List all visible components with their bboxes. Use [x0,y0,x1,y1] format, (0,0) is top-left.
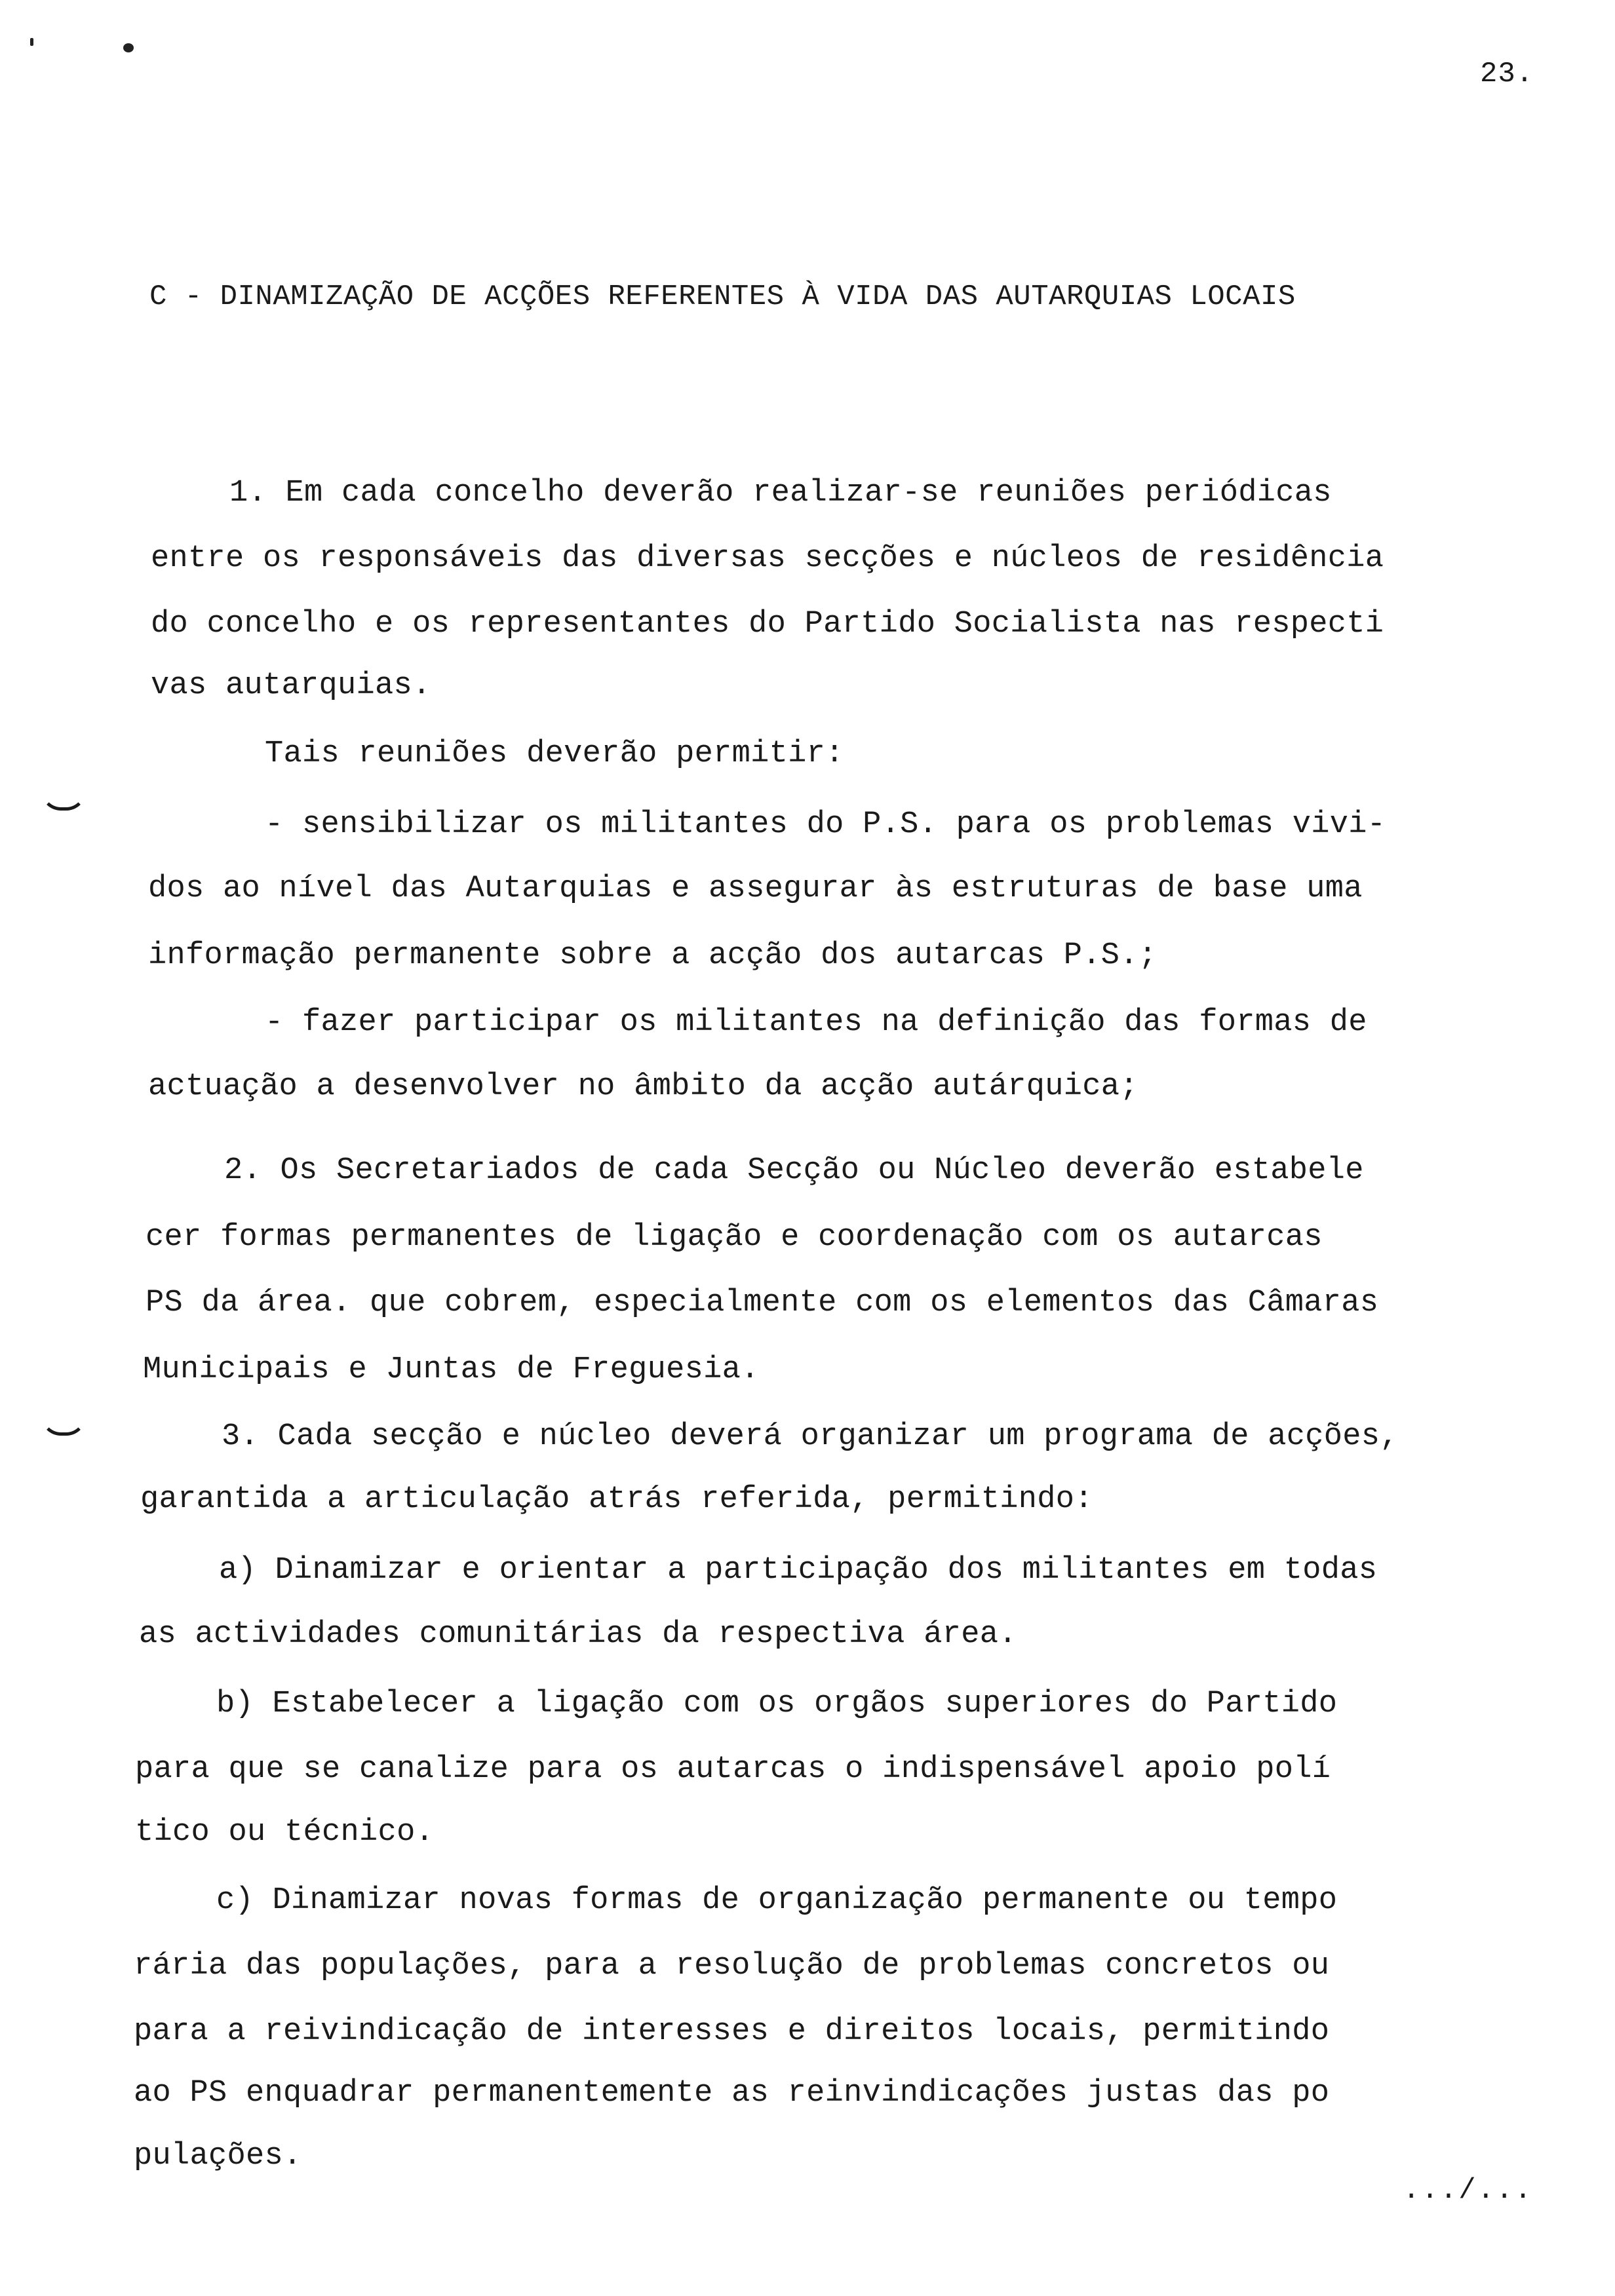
text-line: informação permanente sobre a acção dos autarcas P.S.; [148,938,1158,973]
text-line: entre os responsáveis das diversas secções e núcleos de residência [151,541,1384,576]
section-title: C - DINAMIZAÇÃO DE ACÇÕES REFERENTES À VIDA DAS AUTARQUIAS LOCAIS [149,280,1296,313]
margin-mark [41,1415,87,1436]
text-line: vas autarquias. [151,668,431,703]
text-line: 1. Em cada concelho deverão realizar-se reuniões periódicas [229,476,1332,510]
text-line: para a reivindicação de interesses e direitos locais, permitindo [134,2014,1330,2049]
margin-mark [41,790,87,811]
text-line: para que se canalize para os autarcas o indispensável apoio polí [135,1752,1331,1787]
text-line: garantida a articulação atrás referida, permitindo: [140,1482,1093,1517]
text-line: PS da área. que cobrem, especialmente com os elementos das Câmaras [146,1286,1379,1320]
page-number: 23. [1480,58,1534,90]
text-line: as actividades comunitárias da respectiva área. [139,1617,1017,1652]
text-line: - sensibilizar os militantes do P.S. para os problemas vivi- [265,807,1386,842]
text-line: rária das populações, para a resolução de problemas concretos ou [134,1949,1330,1983]
text-line: a) Dinamizar e orientar a participação dos militantes em todas [219,1553,1378,1588]
text-line: Tais reuniões deverão permitir: [265,737,844,771]
continuation-mark: .../... [1403,2174,1533,2207]
scan-speck [123,43,134,52]
text-line: 3. Cada secção e núcleo deverá organizar um programa de acções, [222,1419,1399,1454]
text-line: actuação a desenvolver no âmbito da acção autárquica; [148,1069,1138,1104]
text-line: Municipais e Juntas de Freguesia. [143,1352,760,1387]
text-line: ao PS enquadrar permanentemente as reinvindicações justas das po [134,2076,1330,2111]
text-line: 2. Os Secretariados de cada Secção ou Núcleo deverão estabele [224,1153,1364,1188]
text-line: cer formas permanentes de ligação e coordenação com os autarcas [146,1220,1323,1255]
text-line: do concelho e os representantes do Partido Socialista nas respecti [151,607,1384,641]
scan-speck [30,38,33,46]
text-line: - fazer participar os militantes na definição das formas de [265,1005,1367,1040]
text-line: tico ou técnico. [135,1815,435,1850]
text-line: b) Estabelecer a ligação com os orgãos superiores do Partido [216,1687,1338,1721]
text-line: pulações. [134,2139,302,2173]
text-line: c) Dinamizar novas formas de organização permanente ou tempo [216,1883,1338,1918]
text-line: dos ao nível das Autarquias e assegurar às estruturas de base uma [148,871,1363,906]
